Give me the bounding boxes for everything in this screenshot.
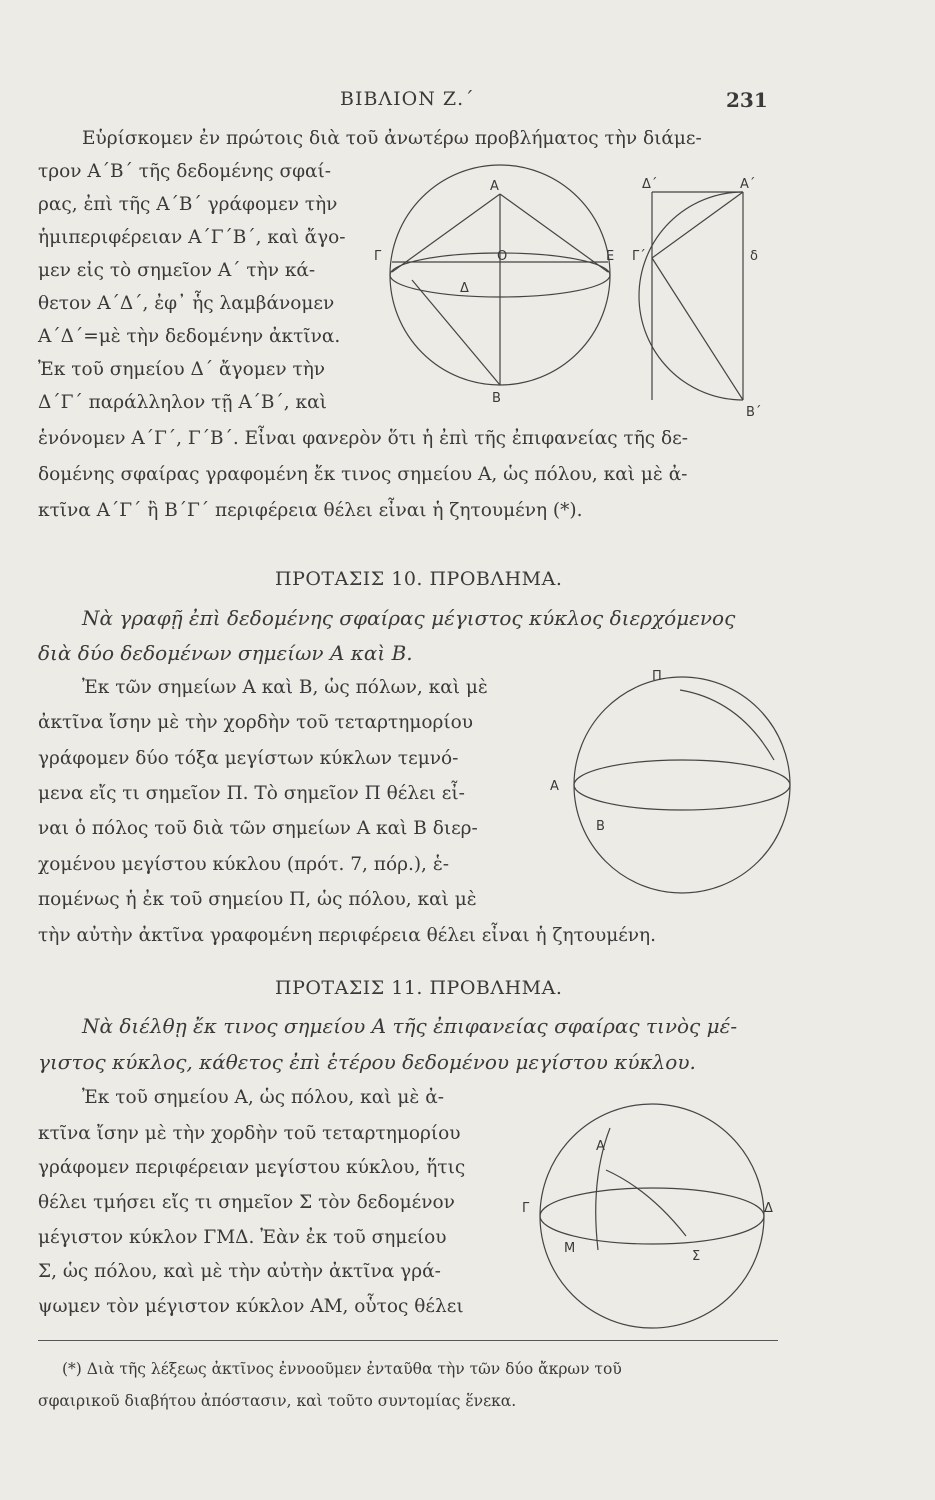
sphere-circle xyxy=(540,1104,764,1328)
text-line: Ἐκ τοῦ σημείου Δ΄ ἄγομεν τὴν xyxy=(38,359,326,380)
arc-from-pole xyxy=(680,690,774,760)
footnote-line: (*) Διὰ τῆς λέξεως ἀκτῖνος ἐννοοῦμεν ἐνταῦθα τὴν τῶν δύο ἄκρων τοῦ xyxy=(62,1360,622,1378)
fig1-label: Β xyxy=(492,391,501,406)
fig2-label: Β xyxy=(596,819,605,834)
pole-arc xyxy=(606,1170,686,1236)
chord-line xyxy=(392,194,500,272)
text-line: κτῖνα ἴσην μὲ τὴν χορδὴν τοῦ τεταρτημορίου xyxy=(38,1123,461,1144)
text-line: Εὑρίσκομεν ἐν πρώτοις διὰ τοῦ ἀνωτέρω προβλήματος τὴν διάμε- xyxy=(82,128,702,149)
fig3-label: Δ xyxy=(764,1201,773,1216)
figure-perpendicular-great-circle xyxy=(510,1120,773,1340)
fig1-label: Α΄ xyxy=(740,177,756,192)
page-number: 231 xyxy=(726,88,768,112)
proposition-10-statement: διὰ δύο δεδομένων σημείων Α καὶ Β. xyxy=(38,641,413,665)
footnote-rule xyxy=(38,1340,778,1341)
text-line: κτῖνα Α΄Γ΄ ἢ Β΄Γ΄ περιφέρεια θέλει εἶναι ἡ ζητουμένη (*). xyxy=(38,500,583,521)
fig3-label: Σ xyxy=(692,1249,701,1264)
proposition-11-heading: ΠΡΟΤΑΣΙΣ 11. ΠΡΟΒΛΗΜΑ. xyxy=(275,977,563,999)
fig1-label: δ xyxy=(750,249,758,264)
text-line: ρας, ἐπὶ τῆς Α΄Β΄ γράφομεν τὴν xyxy=(38,194,338,215)
semicircle-arc xyxy=(639,192,743,400)
fig1-label: Ε xyxy=(606,249,615,264)
chord-line xyxy=(652,258,743,400)
text-line: Α΄Δ΄=μὲ τὴν δεδομένην ἀκτῖνα. xyxy=(38,326,341,347)
text-line: Δ΄Γ΄ παράλληλον τῇ Α΄Β΄, καὶ xyxy=(38,392,327,413)
proposition-10-heading: ΠΡΟΤΑΣΙΣ 10. ΠΡΟΒΛΗΜΑ. xyxy=(275,568,563,590)
text-line: ναι ὁ πόλος τοῦ διὰ τῶν σημείων Α καὶ Β διερ- xyxy=(38,818,478,839)
fig1-label: Γ΄ xyxy=(632,249,646,264)
text-line: θετον Α΄Δ΄, ἐφ᾽ ἧς λαμβάνομεν xyxy=(38,293,335,314)
text-line: ἀκτῖνα ἴσην μὲ τὴν χορδὴν τοῦ τεταρτημορίου xyxy=(38,712,474,733)
great-circle-ellipse xyxy=(574,760,790,810)
fig2-label: Α xyxy=(550,779,559,794)
text-line: ἑνόνομεν Α΄Γ΄, Γ΄Β΄. Εἶναι φανερὸν ὅτι ἡ ἐπὶ τῆς ἐπιφανείας τῆς δε- xyxy=(38,428,689,449)
chord-line xyxy=(500,194,608,272)
fig1-label: Δ΄ xyxy=(642,177,658,192)
text-line: Ἐκ τοῦ σημείου Α, ὡς πόλου, καὶ μὲ ἀ- xyxy=(82,1087,444,1108)
sphere-circle xyxy=(574,677,790,893)
text-line: πομένως ἡ ἐκ τοῦ σημείου Π, ὡς πόλου, καὶ μὲ xyxy=(38,889,477,910)
text-line: δομένης σφαίρας γραφομένη ἔκ τινος σημείου Α, ὡς πόλου, καὶ μὲ ἀ- xyxy=(38,464,688,485)
text-line: γράφομεν περιφέρειαν μεγίστου κύκλου, ἥτις xyxy=(38,1157,466,1178)
text-line: τὴν αὐτὴν ἀκτῖνα γραφομένη περιφέρεια θέλει εἶναι ἡ ζητουμένη. xyxy=(38,925,657,946)
fig3-label: Γ xyxy=(522,1201,530,1216)
text-line: θέλει τμήσει εἴς τι σημεῖον Σ τὸν δεδομένον xyxy=(38,1192,455,1213)
text-line: ψωμεν τὸν μέγιστον κύκλον ΑΜ, οὗτος θέλει xyxy=(38,1296,464,1317)
proposition-11-statement: Νὰ διέλθῃ ἔκ τινος σημείου Α τῆς ἐπιφανείας σφαίρας τινὸς μέ- xyxy=(82,1014,738,1038)
text-line: χομένου μεγίστου κύκλου (πρότ. 7, πόρ.), ἑ- xyxy=(38,854,450,875)
footnote-line: σφαιρικοῦ διαβήτου ἀπόστασιν, καὶ τοῦτο συντομίας ἕνεκα. xyxy=(38,1392,517,1410)
text-line: μενα εἴς τι σημεῖον Π. Τὸ σημεῖον Π θέλει εἶ- xyxy=(38,783,465,804)
figure-great-circle-poles xyxy=(540,670,780,900)
fig1-label: Γ xyxy=(374,249,382,264)
fig3-label: Α xyxy=(596,1139,605,1154)
fig2-label: Π xyxy=(652,669,662,684)
text-line: ἡμιπεριφέρειαν Α΄Γ΄Β΄, καὶ ἄγο- xyxy=(38,227,346,248)
text-line: Σ, ὡς πόλου, καὶ μὲ τὴν αὐτὴν ἀκτῖνα γρά- xyxy=(38,1261,441,1282)
given-great-circle-ellipse xyxy=(540,1188,764,1244)
proposition-10-statement: Νὰ γραφῇ ἐπὶ δεδομένης σφαίρας μέγιστος κύκλος διερχόμενος xyxy=(82,606,736,630)
fig1-label: Α xyxy=(490,179,499,194)
text-line: μέγιστον κύκλον ΓΜΔ. Ἐὰν ἐκ τοῦ σημείου xyxy=(38,1227,447,1248)
figure-sphere-construction xyxy=(370,177,770,430)
text-line: γράφομεν δύο τόξα μεγίστων κύκλων τεμνό- xyxy=(38,748,459,769)
fig3-label: Μ xyxy=(564,1241,576,1256)
fig1-label: Β΄ xyxy=(746,405,762,420)
text-line: Ἐκ τῶν σημείων Α καὶ Β, ὡς πόλων, καὶ μὲ xyxy=(82,677,488,698)
proposition-11-statement: γιστος κύκλος, κάθετος ἐπὶ ἑτέρου δεδομένου μεγίστου κύκλου. xyxy=(38,1050,696,1074)
fig1-label: Ο xyxy=(497,249,508,264)
fig1-label: Δ xyxy=(460,281,469,296)
running-header: ΒΙΒΛΙΟΝ Ζ.΄ xyxy=(340,88,475,110)
text-line: τρον Α΄Β΄ τῆς δεδομένης σφαί- xyxy=(38,161,332,182)
text-line: μεν εἰς τὸ σημεῖον Α΄ τὴν κά- xyxy=(38,260,316,281)
